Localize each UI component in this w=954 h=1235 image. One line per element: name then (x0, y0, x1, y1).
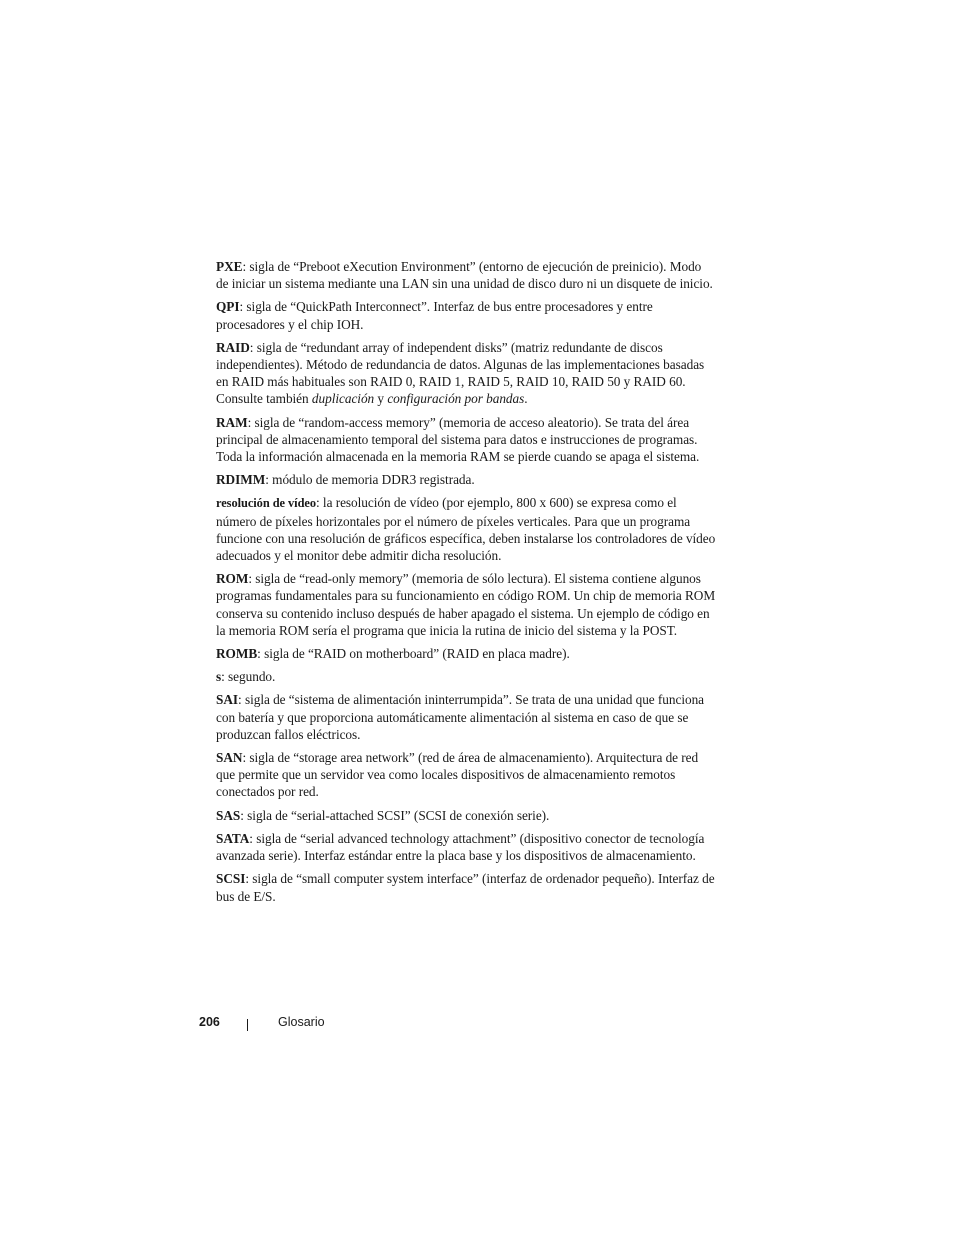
glossary-entry (216, 471, 716, 488)
glossary-entry (216, 807, 716, 824)
glossary-entries (216, 258, 716, 911)
glossary-definition: . (524, 391, 528, 407)
section-name: Glosario (278, 1015, 325, 1029)
glossary-term: resolución de vídeo (216, 496, 317, 511)
page-number: 206 (199, 1015, 220, 1029)
glossary-definition: : sigla de “storage area network” (red de área de almacenamiento). Arquitectura de red que permite que un servidor vea como locales dispositivos de almacenamiento remotos conectados por red. (216, 750, 699, 800)
glossary-term: SATA (216, 830, 250, 846)
glossary-term: PXE (216, 259, 243, 274)
glossary-term: RDIMM (216, 472, 266, 488)
glossary-definition: : segundo. (221, 669, 276, 685)
glossary-term: ROM (216, 571, 249, 587)
glossary-entry (216, 645, 716, 662)
glossary-definition: : sigla de “RAID on motherboard” (RAID en placa madre). (257, 646, 570, 662)
glossary-term: SCSI (216, 871, 246, 887)
glossary-definition: : sigla de “small computer system interface” (interfaz de ordenador pequeño). Interfaz de bus de E/S. (216, 871, 715, 904)
glossary-entry (216, 570, 716, 639)
glossary-entry (216, 298, 716, 332)
glossary-entry (216, 749, 716, 801)
cross-reference: duplicación (311, 391, 375, 407)
glossary-definition: : sigla de “QuickPath Interconnect”. Interfaz de bus entre procesadores y entre procesadores y el chip IOH. (216, 299, 653, 332)
glossary-entry (216, 258, 716, 292)
footer-separator (247, 1019, 248, 1031)
glossary-definition: : la resolución de vídeo (por ejemplo, 800 x 600) se expresa como el número de píxeles horizontales por el número de píxeles verticales. Para que un programa funcione con una resolución de gráficos específica, deben instalarse los controladores de vídeo adecuados y el monitor debe admitir dicha resolución. (216, 495, 716, 564)
glossary-term: SAS (216, 807, 241, 823)
glossary-definition: : sigla de “redundant array of independent disks” (matriz redundante de discos independientes). Método de redundancia de datos. Algunas de las implementaciones basadas en RAID más habituales son RAID 0, RAID 1, RAID 5, RAID 10, RAID 50 y RAID 60. Consulte también (216, 339, 705, 407)
glossary-entry (216, 830, 716, 864)
glossary-entry (216, 870, 716, 904)
glossary-term: QPI (216, 299, 240, 315)
glossary-definition: : módulo de memoria DDR3 registrada. (265, 472, 475, 488)
glossary-term: RAID (216, 339, 250, 355)
glossary-definition: : sigla de “Preboot eXecution Environment” (entorno de ejecución de preinicio). Modo de iniciar un sistema mediante una LAN sin una unidad de disco duro ni un disquete de inicio. (216, 259, 713, 292)
glossary-term: SAN (216, 750, 243, 766)
glossary-term: s (216, 669, 222, 685)
cross-reference: configuración por bandas (387, 391, 525, 407)
glossary-definition: : sigla de “serial-attached SCSI” (SCSI de conexión serie). (240, 807, 550, 823)
glossary-entry (216, 339, 716, 408)
glossary-entry (216, 691, 716, 743)
glossary-definition: : sigla de “sistema de alimentación ininterrumpida”. Se trata de una unidad que funciona con batería y que proporciona automáticamente alimentación al sistema en caso de que se produzcan fallos eléctricos. (216, 692, 705, 742)
glossary-entry (216, 414, 716, 466)
glossary-definition: : sigla de “read-only memory” (memoria de sólo lectura). El sistema contiene algunos programas fundamentales para su funcionamiento en código ROM. Un chip de memoria ROM conserva su contenido incluso después de haber apagado el sistema. Un ejemplo de código en la memoria ROM sería el programa que inicia la rutina de inicio del sistema y la POST. (216, 571, 716, 638)
glossary-definition: : sigla de “serial advanced technology attachment” (dispositivo conector de tecnología avanzada serie). Interfaz estándar entre la placa base y los dispositivos de almacenamiento. (216, 830, 705, 864)
glossary-definition: : sigla de “random-access memory” (memoria de acceso aleatorio). Se trata del área principal de almacenamiento temporal del sistema para datos e instrucciones de programas. Toda la información almacenada en la memoria RAM se pierde cuando se apaga el sistema. (216, 414, 700, 465)
glossary-term: RAM (216, 414, 248, 430)
glossary-entry (216, 668, 716, 685)
glossary-term: SAI (216, 692, 239, 708)
glossary-term: ROMB (216, 646, 258, 662)
glossary-entry (216, 494, 716, 564)
glossary-definition: y (374, 391, 388, 407)
